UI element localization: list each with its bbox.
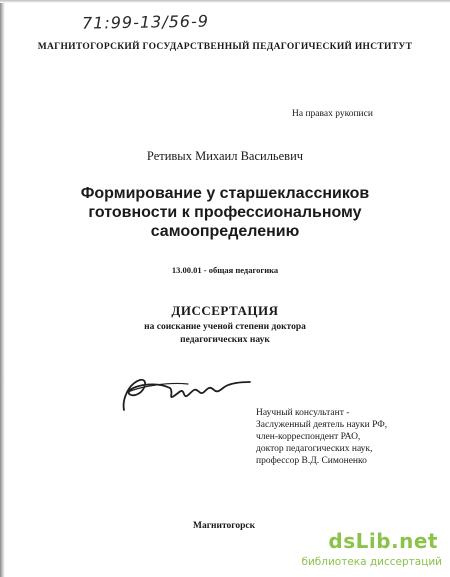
scan-edge-top: [0, 0, 450, 3]
consultant-line: профессор В.Д. Симоненко: [256, 456, 367, 466]
consultant-line: доктор педагогических наук,: [256, 444, 373, 454]
document-type: ДИССЕРТАЦИЯ: [171, 303, 279, 318]
dissertation-title: [60, 184, 390, 241]
watermark-logo: dsLib.net: [328, 529, 438, 553]
consultant-line: Заслуженный деятель науки РФ,: [256, 420, 388, 430]
watermark-subtitle: библиотека диссертаций: [301, 556, 442, 568]
consultant-line: член-корреспондент РАО,: [256, 432, 361, 442]
rights-notice: На правах рукописи: [292, 109, 373, 119]
handwritten-catalog-code: 71:99-13/56-9: [81, 11, 210, 33]
dslib-watermark[interactable]: [266, 529, 446, 573]
city: Магнитогорск: [193, 521, 256, 531]
purpose-line: на соискание ученой степени доктора: [144, 322, 306, 332]
handwritten-signature: [118, 370, 258, 418]
specialty-code: 13.00.01 - общая педагогика: [171, 265, 279, 275]
consultant-line: Научный консультант -: [256, 408, 350, 418]
title-line: готовности к профессиональному: [88, 204, 362, 221]
degree-purpose: [0, 321, 450, 347]
institute-name: МАГНИТОГОРСКИЙ ГОСУДАРСТВЕННЫЙ ПЕДАГОГИЧЕСКИЙ ИНСТИТУТ: [37, 42, 413, 52]
scan-edge-left: [0, 0, 5, 577]
purpose-line: педагогических наук: [180, 335, 270, 345]
scientific-consultant: [256, 407, 446, 467]
title-line: самоопределению: [150, 223, 300, 240]
title-line: Формирование у старшеклассников: [80, 185, 370, 202]
author-name: Ретивых Михаил Васильевич: [146, 149, 304, 163]
